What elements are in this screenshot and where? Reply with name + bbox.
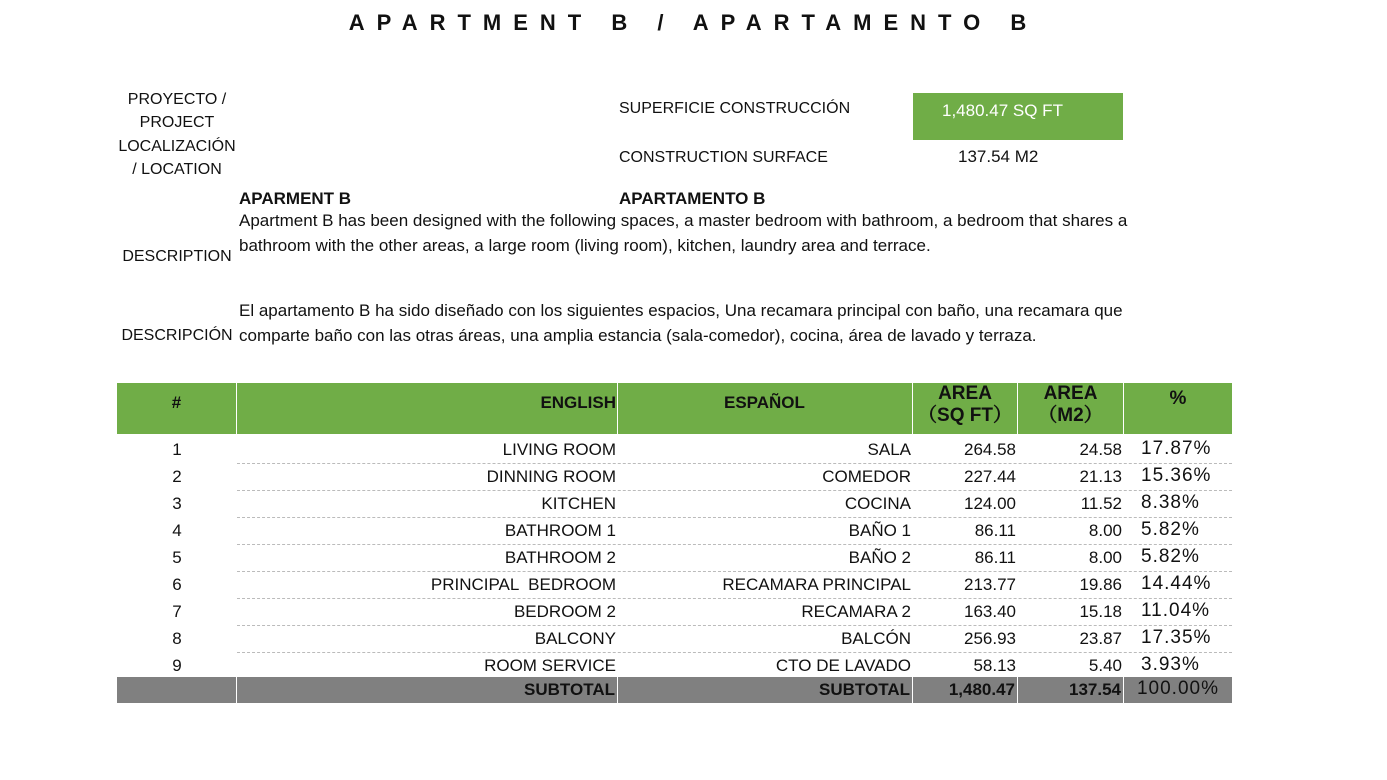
row-sqft: 58.13 (973, 656, 1016, 675)
subtotal-sqft: 1,480.47 (913, 677, 1018, 703)
row-m2: 8.00 (1088, 521, 1122, 540)
row-m2: 24.58 (1079, 440, 1122, 459)
row-espanol: BAÑO 1 (848, 521, 911, 540)
row-espanol: BALCÓN (841, 629, 911, 648)
row-percent: 5.82% (1141, 519, 1200, 540)
row-sqft: 86.11 (974, 521, 1016, 540)
row-espanol: COCINA (844, 494, 911, 513)
header-num: # (117, 383, 237, 434)
construction-surface-sqft-value: 1,480.47 SQ FT (913, 93, 1123, 140)
row-m2: 21.13 (1079, 467, 1122, 486)
subtotal-espanol: SUBTOTAL (618, 677, 913, 703)
row-english: BEDROOM 2 (513, 602, 616, 621)
row-english: KITCHEN (541, 494, 616, 513)
row-percent: 15.36% (1141, 465, 1212, 486)
row-espanol: BAÑO 2 (848, 548, 911, 567)
header-english: ENGLISH (237, 383, 618, 434)
table-row (117, 653, 1232, 680)
row-espanol: RECAMARA PRINCIPAL (722, 575, 911, 594)
apartment-name-es: APARTAMENTO B (619, 189, 766, 208)
row-percent: 17.87% (1141, 438, 1212, 459)
header-area-m2-title: AREA (1043, 383, 1098, 404)
row-espanol: SALA (867, 440, 911, 459)
row-sqft: 86.11 (974, 548, 1016, 567)
description-es-text: El apartamento B ha sido diseñado con los siguientes espacios, Una recamara principal con baño, una recamara que comparte baño con las otras áreas, una amplia estancia (sala-comedor), cocina, área de lavado y terraza. (239, 301, 1123, 345)
header-area-sqft-title: AREA (938, 383, 992, 404)
row-sqft: 213.77 (964, 575, 1016, 594)
area-table-body (117, 437, 1232, 680)
descripcion-label: DESCRIPCIÓN (121, 327, 233, 344)
row-m2: 19.86 (1079, 575, 1122, 594)
table-row (117, 491, 1232, 518)
row-num: 9 (172, 656, 182, 675)
row-english: LIVING ROOM (502, 440, 616, 459)
row-num: 5 (172, 548, 182, 567)
row-english: BATHROOM 1 (504, 521, 616, 540)
subtotal-m2: 137.54 (1018, 677, 1124, 703)
construction-surface-label-en: CONSTRUCTION SURFACE (619, 149, 828, 166)
header-area-m2-unit: （M2） (1038, 405, 1103, 426)
row-english: BATHROOM 2 (504, 548, 616, 567)
row-sqft: 163.40 (964, 602, 1016, 621)
row-num: 4 (172, 521, 182, 540)
row-english: ROOM SERVICE (484, 656, 616, 675)
description-en-text: Apartment B has been designed with the following spaces, a master bedroom with bathroom, a bedroom that shares a bathroom with the other areas, a large room (living room), kitchen, laundry area and terrace. (239, 211, 1128, 255)
row-sqft: 264.58 (964, 440, 1016, 459)
apartment-name-en: APARMENT B (239, 189, 352, 208)
row-m2: 11.52 (1080, 494, 1122, 513)
row-m2: 8.00 (1088, 548, 1122, 567)
table-row (117, 545, 1232, 572)
row-m2: 5.40 (1088, 656, 1122, 675)
row-percent: 5.82% (1141, 546, 1200, 567)
construction-surface-label-es: SUPERFICIE CONSTRUCCIÓN (619, 100, 851, 117)
row-percent: 3.93% (1141, 654, 1200, 675)
table-row (117, 572, 1232, 599)
row-percent: 11.04% (1141, 600, 1211, 621)
subtotal-row (117, 677, 1232, 703)
header-area-m2 (1018, 383, 1124, 434)
row-num: 3 (172, 494, 182, 513)
row-percent: 8.38% (1141, 492, 1200, 513)
row-num: 7 (172, 602, 182, 621)
row-english: PRINCIPAL BEDROOM (430, 575, 616, 594)
row-espanol: CTO DE LAVADO (775, 656, 911, 675)
description-label: DESCRIPTION (122, 248, 232, 265)
table-row (117, 518, 1232, 545)
subtotal-num-cell (117, 677, 237, 703)
row-sqft: 227.44 (964, 467, 1016, 486)
construction-surface-m2-value: 137.54 M2 (958, 147, 1039, 166)
row-num: 1 (172, 440, 182, 459)
table-row (117, 464, 1232, 491)
row-num: 6 (172, 575, 182, 594)
subtotal-percent: 100.00% (1136, 678, 1219, 699)
header-area-sqft-unit: （SQ FT） (918, 405, 1012, 426)
subtotal-english: SUBTOTAL (237, 677, 618, 703)
row-percent: 14.44% (1141, 573, 1212, 594)
row-sqft: 256.93 (964, 629, 1016, 648)
row-m2: 15.18 (1079, 602, 1122, 621)
row-m2: 23.87 (1079, 629, 1122, 648)
row-espanol: COMEDOR (822, 467, 911, 486)
project-label: PROYECTO / PROJECT (127, 91, 227, 131)
table-row (117, 599, 1232, 626)
row-sqft: 124.00 (964, 494, 1016, 513)
header-espanol: ESPAÑOL (618, 383, 913, 434)
row-num: 2 (172, 467, 182, 486)
header-percent: % (1169, 388, 1187, 409)
row-english: BALCONY (534, 629, 616, 648)
table-row (117, 437, 1232, 464)
row-english: DINNING ROOM (486, 467, 616, 486)
header-area-sqft (913, 383, 1018, 434)
page-title: APARTMENT B / APARTAMENTO B (348, 10, 1039, 35)
table-row (117, 626, 1232, 653)
row-percent: 17.35% (1141, 627, 1212, 648)
location-label: LOCALIZACIÓN / LOCATION (118, 138, 236, 178)
row-num: 8 (172, 629, 182, 648)
area-table-header (117, 383, 1232, 434)
row-espanol: RECAMARA 2 (801, 602, 911, 621)
